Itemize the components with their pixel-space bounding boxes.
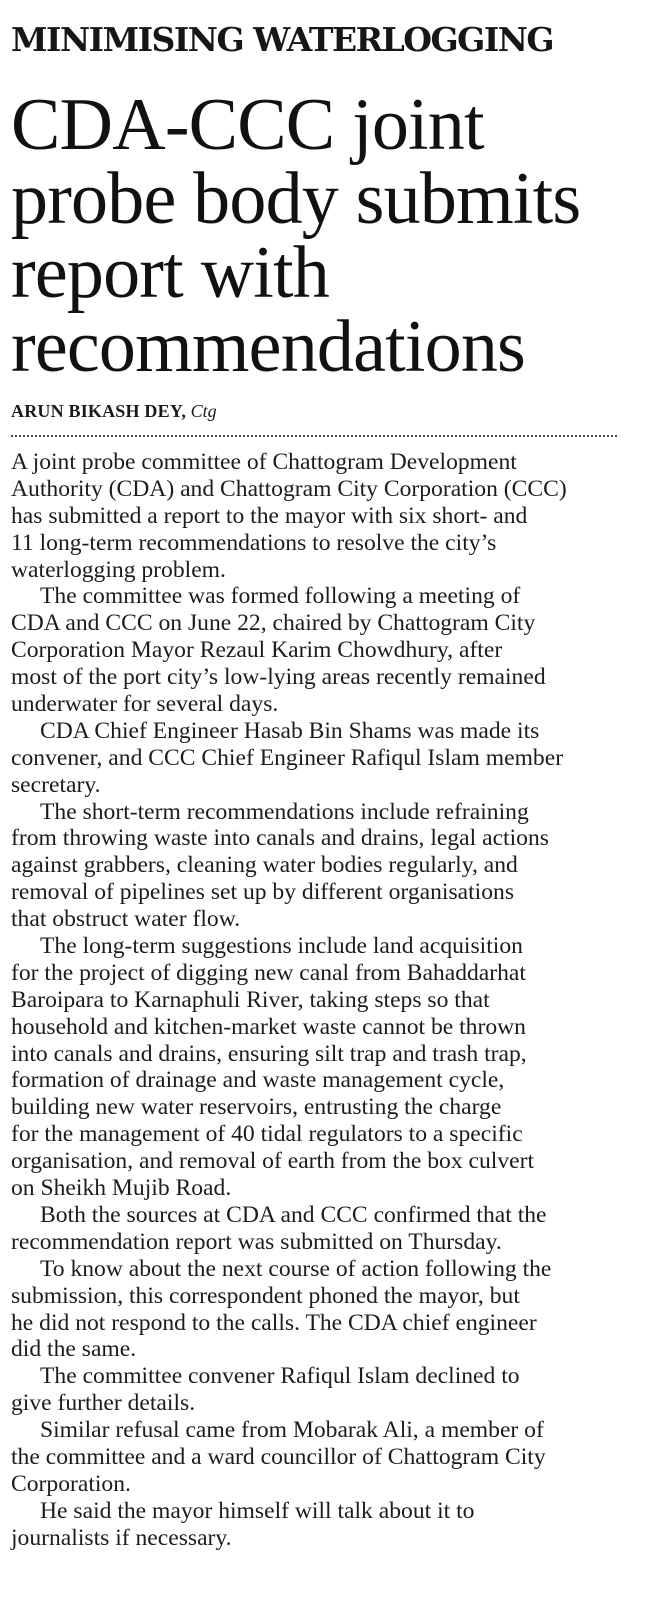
article-line: Baroipara to Karnaphuli River, taking steps so that bbox=[11, 986, 490, 1013]
article-line: removal of pipelines set up by different organisations bbox=[11, 879, 515, 906]
headline-line: recommendations bbox=[11, 306, 526, 388]
article-line: Corporation. bbox=[11, 1470, 131, 1497]
kicker-heading: MINIMISING WATERLOGGING bbox=[11, 20, 554, 59]
headline-line: report with bbox=[11, 232, 329, 314]
article-line: The long-term suggestions include land acquisition bbox=[40, 933, 523, 960]
article-line: To know about the next course of action following the bbox=[40, 1255, 552, 1282]
article-line: waterlogging problem. bbox=[11, 556, 226, 583]
article-line: CDA and CCC on June 22, chaired by Chattogram City bbox=[11, 610, 536, 637]
article-line: did the same. bbox=[11, 1336, 137, 1363]
article-line: Authority (CDA) and Chattogram City Corporation (CCC) bbox=[11, 475, 567, 502]
headline-line: probe body submits bbox=[11, 158, 581, 240]
article-line: The committee was formed following a meeting of bbox=[40, 583, 521, 610]
article-line: convener, and CCC Chief Engineer Rafiqul Islam member bbox=[11, 744, 564, 771]
article-line: The committee convener Rafiqul Islam declined to bbox=[40, 1363, 520, 1390]
article-line: that obstruct water flow. bbox=[11, 906, 241, 933]
byline-author: ARUN BIKASH DEY, bbox=[11, 401, 187, 421]
article-line: He said the mayor himself will talk about it to bbox=[40, 1497, 475, 1524]
article-body bbox=[11, 449, 623, 1552]
article-line: most of the port city’s low-lying areas recently remained bbox=[11, 664, 546, 691]
article-line: has submitted a report to the mayor with six short- and bbox=[11, 502, 528, 529]
article-line: the committee and a ward councillor of Chattogram City bbox=[11, 1443, 546, 1470]
byline-location: Ctg bbox=[190, 401, 217, 421]
article-line: Similar refusal came from Mobarak Ali, a member of bbox=[40, 1417, 544, 1444]
article-line: journalists if necessary. bbox=[11, 1524, 232, 1551]
article-line: A joint probe committee of Chattogram Development bbox=[11, 449, 517, 475]
article-line: building new water reservoirs, entrusting the charge bbox=[11, 1094, 502, 1121]
byline bbox=[11, 400, 217, 422]
article-line: recommendation report was submitted on Thursday. bbox=[11, 1228, 502, 1255]
article-line: household and kitchen-market waste cannot be thrown bbox=[11, 1013, 526, 1040]
article-line: 11 long-term recommendations to resolve the city’s bbox=[11, 529, 497, 556]
article-line: underwater for several days. bbox=[11, 691, 279, 718]
article-line: give further details. bbox=[11, 1390, 196, 1417]
article-line: for the project of digging new canal from Bahaddarhat bbox=[11, 959, 526, 986]
headline bbox=[11, 84, 649, 388]
article-line: formation of drainage and waste management cycle, bbox=[11, 1067, 505, 1094]
article-line: for the management of 40 tidal regulators to a specific bbox=[11, 1121, 523, 1148]
article-line: into canals and drains, ensuring silt trap and trash trap, bbox=[11, 1040, 527, 1067]
article-line: submission, this correspondent phoned the mayor, but bbox=[11, 1282, 520, 1309]
article-line: on Sheikh Mujib Road. bbox=[11, 1175, 232, 1202]
article-line: CDA Chief Engineer Hasab Bin Shams was made its bbox=[40, 717, 540, 744]
article-line: from throwing waste into canals and drains, legal actions bbox=[11, 825, 549, 852]
article-line: organisation, and removal of earth from the box culvert bbox=[11, 1148, 535, 1175]
article-line: he did not respond to the calls. The CDA chief engineer bbox=[11, 1309, 537, 1336]
article-line: Both the sources at CDA and CCC confirmed that the bbox=[40, 1201, 547, 1228]
headline-line: CDA-CCC joint bbox=[11, 84, 484, 166]
article-line: secretary. bbox=[11, 771, 101, 798]
article-line: The short-term recommendations include refraining bbox=[40, 798, 529, 825]
article-line: against grabbers, cleaning water bodies regularly, and bbox=[11, 852, 518, 879]
article-line: Corporation Mayor Rezaul Karim Chowdhury, after bbox=[11, 637, 503, 664]
dotted-divider bbox=[11, 435, 617, 437]
